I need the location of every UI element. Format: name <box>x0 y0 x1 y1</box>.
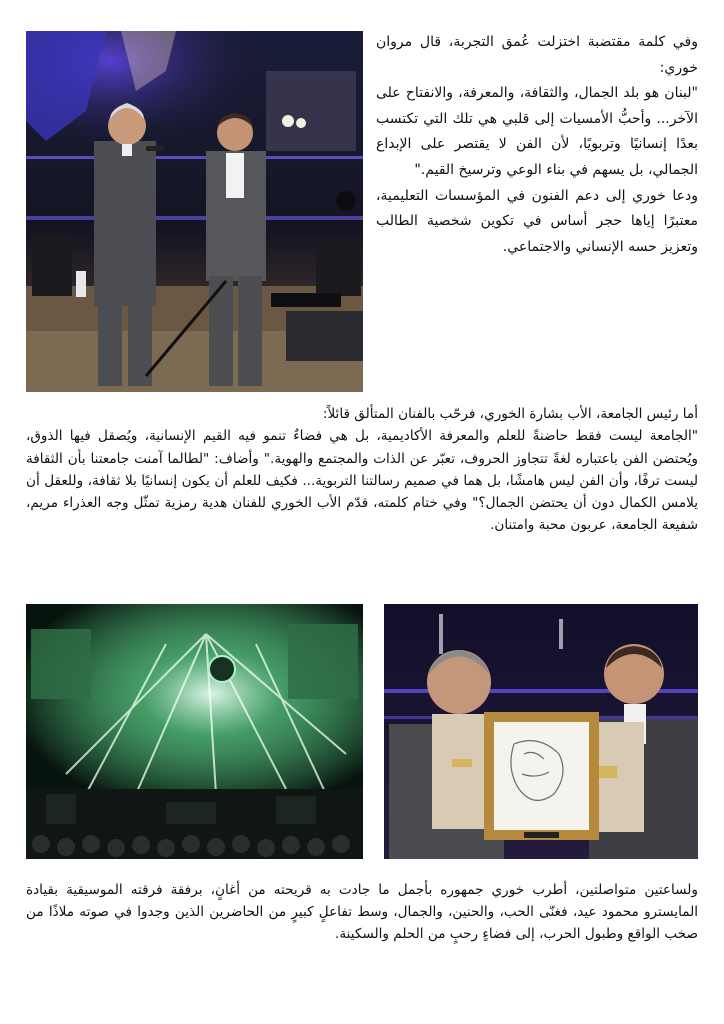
middle-paragraph: أما رئيس الجامعة، الأب بشارة الخوري، فرحّب بالفنان المتألق قائلاً: <box>322 406 698 422</box>
bottom-paragraph: ولساعتين متواصلتين، أطرب خوري جمهوره بأجمل ما جادت به قريحته من أغانٍ، برفقة فرقته الموسيقية بقيادة المايسترو محمود عيد، فغنّى الحب، والحنين، والجمال، وسط تفاعلٍ كبيرٍ من الحاضرين الذين وجدوا في صوته ملاذًا من صخب الواقع وطبول الحرب، إلى فضاءٍ رحبٍ من الحلم والسكينة. <box>26 882 698 942</box>
photo-concert-stage <box>26 604 363 859</box>
photo-gift-presentation <box>384 604 698 859</box>
article-middle-text <box>26 403 698 537</box>
column-paragraph: ودعا خوري إلى دعم الفنون في المؤسسات التعليمية، معتبرًا إياها حجر أساس في تكوين شخصية الطالب وتعزيز حسه الإنساني والاجتماعي. <box>376 187 698 255</box>
article-bottom-text <box>26 880 698 945</box>
column-paragraph: "لبنان هو بلد الجمال، والثقافة، والمعرفة، والانفتاح على الآخر... وأحبُّ الأمسيات إلى قلبي هي تلك التي تكتسب بعدًا إنسانيًا وتربويًا، لأن الفن لا يقتصر على الإبداع الجمالي، بل يسهم في بناء الوعي وترسيخ القيم." <box>376 85 698 178</box>
column-paragraph: وفي كلمة مقتضبة اختزلت عُمق التجربة، قال مروان خوري: <box>376 34 698 76</box>
article-column-text <box>376 30 698 260</box>
photo-podium-speech <box>26 31 363 392</box>
middle-paragraph: "الجامعة ليست فقط حاضنةً للعلم والمعرفة الأكاديمية، بل هي فضاءٌ تنمو فيه القيم الإنسانية، ويُصقل فيها الذوق، ويُحتضن الفن باعتباره لغةً تتجاوز الحروف، تعبّر عن الذات والمجتمع والهوية." وأضاف: "لطالما آمنت جامعتنا بأن الثقافة ليست ترفًا، وأن الفن ليس هامشًا، بل هما في صميم رسالتنا التربوية... فكيف للعلم أن يكون إنسانيًا بلا ثقافة، وللعقل أن يلامس الكمال دون أن يحتضن الجمال؟" وفي ختام كلمته، قدّم الأب الخوري للفنان هدية رمزية تمثّل وجه العذراء مريم، شفيعة الجامعة، عربون محبة وامتنان. <box>26 428 698 534</box>
